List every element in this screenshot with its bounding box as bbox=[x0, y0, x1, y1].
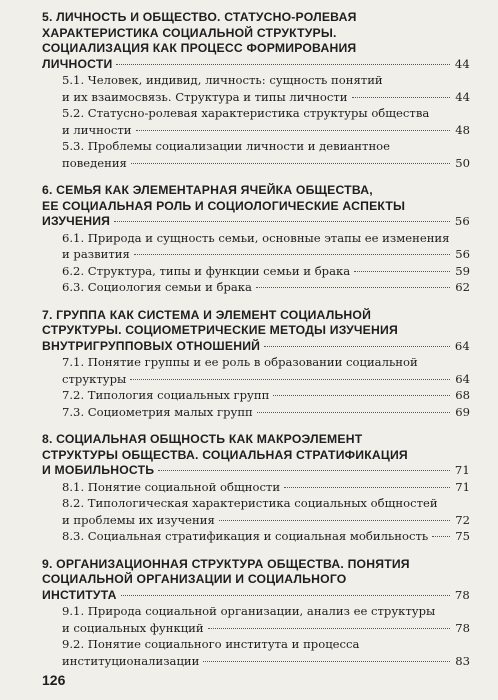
toc-section bbox=[42, 557, 470, 670]
chapter-heading-text: 9. ОРГАНИЗАЦИОННАЯ СТРУКТУРА ОБЩЕСТВА. ПОНЯТИЯ bbox=[42, 556, 410, 571]
dot-leader bbox=[354, 271, 450, 272]
toc-section bbox=[42, 183, 470, 296]
subsection-entry-page: 44 bbox=[455, 89, 470, 104]
chapter-heading-text: 6. СЕМЬЯ КАК ЭЛЕМЕНТАРНАЯ ЯЧЕЙКА ОБЩЕСТВА, bbox=[42, 183, 373, 197]
chapter-heading-text: 8. СОЦИАЛЬНАЯ ОБЩНОСТЬ КАК МАКРОЭЛЕМЕНТ bbox=[42, 432, 363, 446]
chapter-heading-text: СОЦИАЛЬНОЙ ОРГАНИЗАЦИИ И СОЦИАЛЬНОГО bbox=[42, 572, 347, 586]
subsection-entry bbox=[42, 496, 470, 528]
dot-leader bbox=[114, 221, 450, 222]
subsection-entry-page: 64 bbox=[455, 371, 470, 386]
chapter-heading-text: СОЦИАЛИЗАЦИЯ КАК ПРОЦЕСС ФОРМИРОВАНИЯ bbox=[42, 41, 357, 55]
subsection-entry-text: 5.2. Статусно-ролевая характеристика структуры общества bbox=[62, 106, 430, 120]
subsection-entry-page: 72 bbox=[455, 512, 470, 527]
subsection-entry-text: 6.2. Структура, типы и функции семьи и брака bbox=[62, 263, 351, 278]
subsection-entry-text: 9.2. Понятие социального института и процесса bbox=[62, 637, 360, 651]
subsection-entry-text: и социальных функций bbox=[62, 620, 204, 635]
chapter-heading-text: СТРУКТУРЫ ОБЩЕСТВА. СОЦИАЛЬНАЯ СТРАТИФИКАЦИЯ bbox=[42, 447, 408, 462]
chapter-heading-page: 71 bbox=[454, 463, 470, 477]
dot-leader bbox=[134, 254, 450, 255]
chapter-heading-text: 7. ГРУППА КАК СИСТЕМА И ЭЛЕМЕНТ СОЦИАЛЬНОЙ bbox=[42, 307, 372, 322]
chapter-heading-text: И МОБИЛЬНОСТЬ bbox=[42, 463, 155, 477]
toc-section bbox=[42, 432, 470, 545]
chapter-heading bbox=[42, 557, 470, 604]
subsection-entry bbox=[42, 405, 470, 421]
chapter-heading bbox=[42, 308, 470, 355]
chapter-heading-text: ВНУТРИГРУППОВЫХ ОТНОШЕНИЙ bbox=[42, 338, 261, 353]
dot-leader bbox=[352, 97, 450, 98]
subsection-entry bbox=[42, 280, 470, 296]
chapter-heading bbox=[42, 432, 470, 479]
subsection-entry-text: и личности bbox=[62, 122, 132, 137]
dot-leader bbox=[284, 487, 450, 488]
dot-leader bbox=[203, 661, 450, 662]
subsection-entry-text: 8.1. Понятие социальной общности bbox=[62, 479, 281, 494]
subsection-entry-text: поведения bbox=[62, 155, 127, 170]
subsection-entry-text: 9.1. Природа социальной организации, анализ ее структуры bbox=[62, 604, 436, 618]
subsection-entry-text: институционализации bbox=[62, 653, 200, 668]
chapter-heading-text: СТРУКТУРЫ. СОЦИОМЕТРИЧЕСКИЕ МЕТОДЫ ИЗУЧЕНИЯ bbox=[42, 323, 398, 337]
chapter-heading-page: 44 bbox=[454, 56, 470, 71]
subsection-entry bbox=[42, 529, 470, 545]
subsection-entry-page: 78 bbox=[455, 620, 470, 635]
subsection-entry-text: 5.3. Проблемы социализации личности и девиантное bbox=[62, 139, 391, 153]
subsection-entry-text: и их взаимосвязь. Структура и типы личности bbox=[62, 89, 348, 104]
dot-leader bbox=[264, 346, 450, 347]
dot-leader bbox=[256, 287, 450, 288]
chapter-heading-text: ЕЕ СОЦИАЛЬНАЯ РОЛЬ И СОЦИОЛОГИЧЕСКИЕ АСПЕКТЫ bbox=[42, 198, 406, 213]
chapter-heading bbox=[42, 10, 470, 72]
subsection-entry-text: и проблемы их изучения bbox=[62, 512, 215, 527]
subsection-entry-text: 8.3. Социальная стратификация и социальная мобильность bbox=[62, 529, 429, 543]
subsection-entry-page: 69 bbox=[455, 404, 470, 419]
subsection-entry-page: 83 bbox=[455, 653, 470, 668]
chapter-heading-page: 64 bbox=[454, 338, 470, 353]
subsection-entry-page: 50 bbox=[455, 155, 470, 170]
chapter-heading bbox=[42, 183, 470, 230]
subsection-entry bbox=[42, 73, 470, 105]
subsection-entry bbox=[42, 637, 470, 669]
dot-leader bbox=[273, 395, 450, 396]
dot-leader bbox=[121, 595, 450, 596]
subsection-entry-page: 75 bbox=[455, 529, 470, 543]
subsection-entry-page: 68 bbox=[455, 388, 470, 402]
subsection-entry bbox=[42, 355, 470, 387]
subsection-entry-text: 7.2. Типология социальных групп bbox=[62, 388, 270, 402]
dot-leader bbox=[158, 470, 450, 471]
chapter-heading-page: 56 bbox=[454, 214, 470, 228]
subsection-entry bbox=[42, 604, 470, 636]
dot-leader bbox=[208, 628, 450, 629]
subsection-entry bbox=[42, 388, 470, 404]
subsection-entry-text: 6.3. Социология семьи и брака bbox=[62, 280, 252, 294]
subsection-entry-page: 56 bbox=[455, 247, 470, 261]
subsection-entry-text: 6.1. Природа и сущность семьи, основные этапы ее изменения bbox=[62, 230, 450, 245]
subsection-entry bbox=[42, 106, 470, 138]
dot-leader bbox=[130, 379, 450, 380]
subsection-entry-text: структуры bbox=[62, 371, 127, 386]
subsection-entry-page: 59 bbox=[455, 263, 470, 278]
subsection-entry bbox=[42, 231, 470, 263]
chapter-heading-page: 78 bbox=[454, 587, 470, 602]
subsection-entry-page: 48 bbox=[455, 122, 470, 137]
subsection-entry-page: 62 bbox=[455, 280, 470, 294]
subsection-entry-text: 7.3. Социометрия малых групп bbox=[62, 404, 253, 419]
dot-leader bbox=[257, 412, 450, 413]
subsection-entry-text: 5.1. Человек, индивид, личность: сущность понятий bbox=[62, 73, 383, 87]
subsection-entry-page: 71 bbox=[455, 479, 470, 494]
chapter-heading-text: ИНСТИТУТА bbox=[42, 587, 117, 602]
chapter-heading-text: ЛИЧНОСТИ bbox=[42, 56, 113, 71]
page-number: 126 bbox=[42, 672, 66, 688]
subsection-entry bbox=[42, 480, 470, 496]
subsection-entry bbox=[42, 139, 470, 171]
subsection-entry-text: и развития bbox=[62, 247, 130, 261]
subsection-entry-text: 7.1. Понятие группы и ее роль в образовании социальной bbox=[62, 355, 418, 369]
toc-section bbox=[42, 308, 470, 421]
chapter-heading-text: ХАРАКТЕРИСТИКА СОЦИАЛЬНОЙ СТРУКТУРЫ. bbox=[42, 25, 337, 40]
chapter-heading-text: ИЗУЧЕНИЯ bbox=[42, 214, 111, 228]
toc-section bbox=[42, 10, 470, 171]
dot-leader bbox=[219, 520, 450, 521]
subsection-entry bbox=[42, 264, 470, 280]
dot-leader bbox=[116, 64, 450, 65]
dot-leader bbox=[432, 536, 450, 537]
table-of-contents bbox=[42, 10, 470, 669]
dot-leader bbox=[131, 163, 450, 164]
chapter-heading-text: 5. ЛИЧНОСТЬ И ОБЩЕСТВО. СТАТУСНО-РОЛЕВАЯ bbox=[42, 10, 357, 24]
subsection-entry-text: 8.2. Типологическая характеристика социальных общностей bbox=[62, 496, 438, 510]
dot-leader bbox=[136, 130, 450, 131]
